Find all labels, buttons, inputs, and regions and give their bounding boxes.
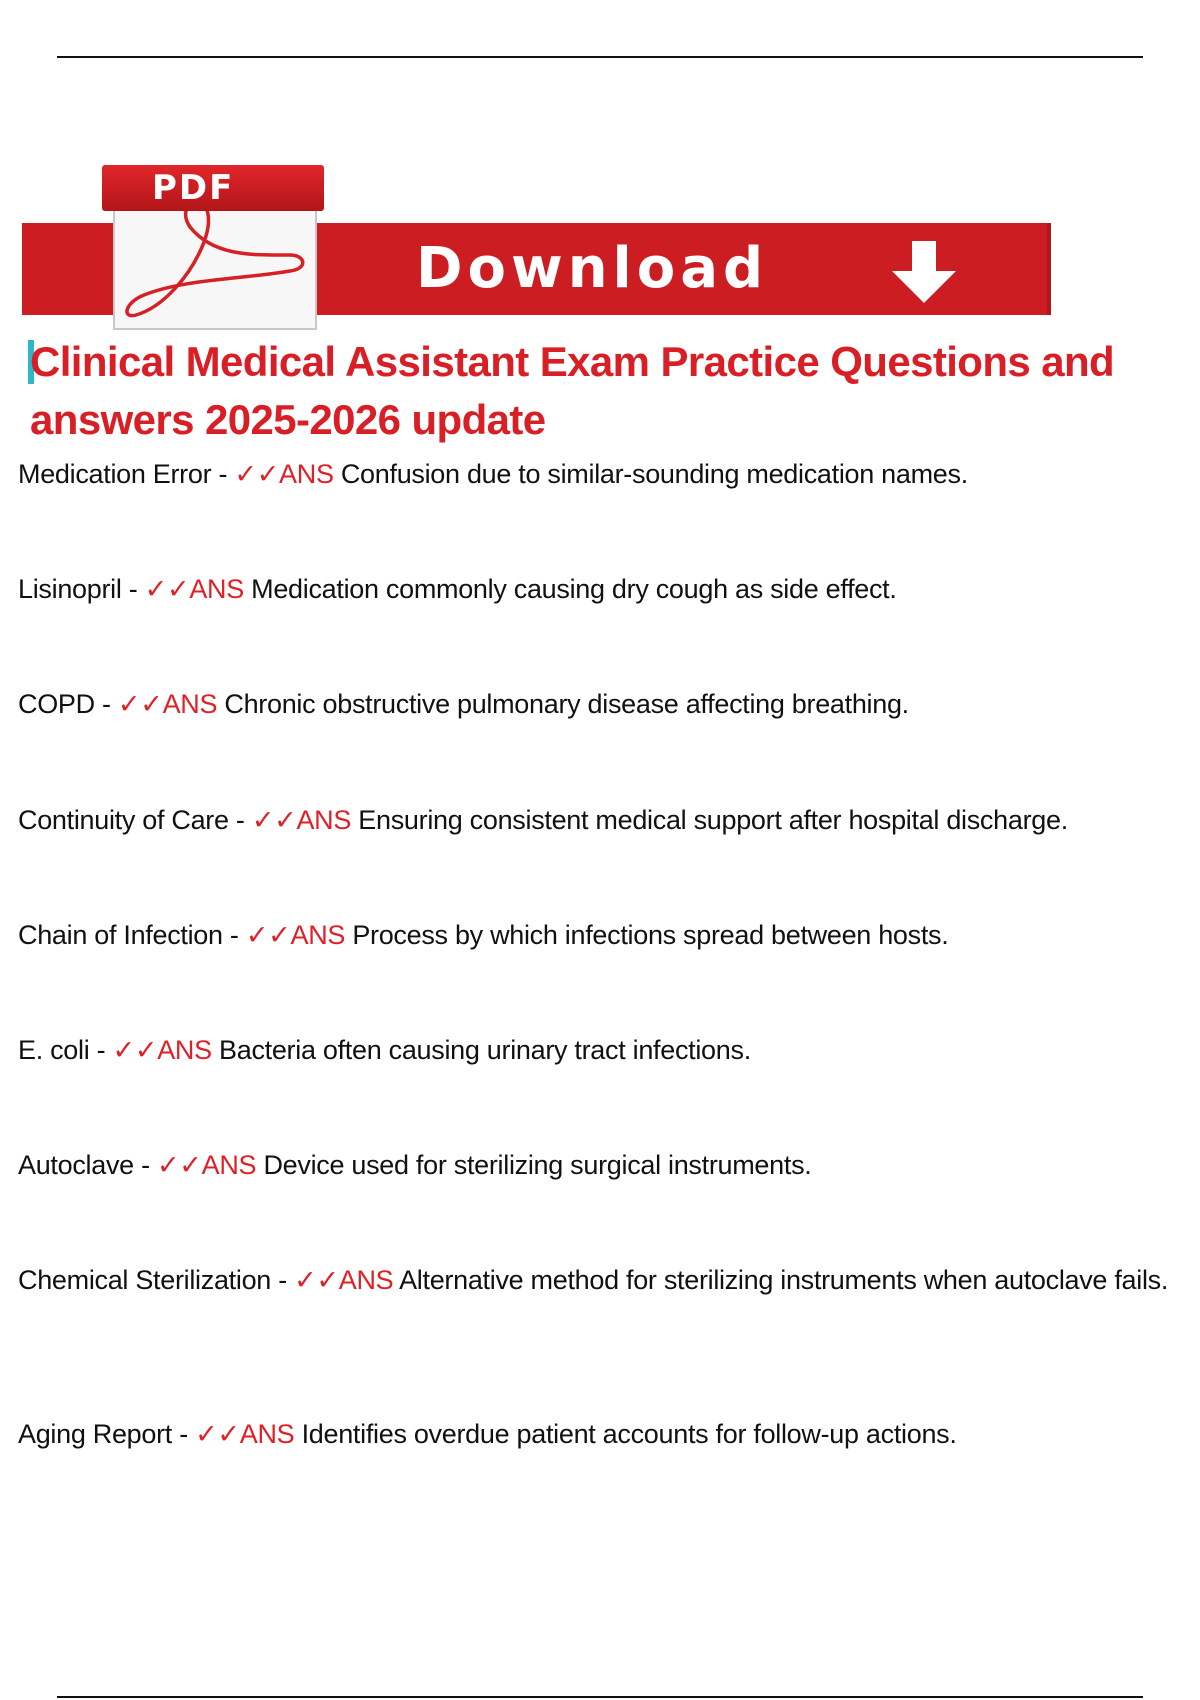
qa-separator: - — [222, 920, 246, 950]
qa-item — [18, 1145, 1193, 1185]
qa-separator: - — [94, 689, 118, 719]
ans-marker: ✓✓ANS — [195, 1419, 295, 1449]
qa-term: Aging Report — [18, 1419, 172, 1449]
qa-item — [18, 569, 1193, 609]
qa-term: Continuity of Care — [18, 805, 229, 835]
header-rule — [57, 56, 1143, 58]
qa-answer: Process by which infections spread between hosts. — [352, 920, 949, 950]
pdf-label: PDF — [102, 165, 324, 211]
qa-item — [18, 684, 1193, 724]
qa-answer: Confusion due to similar-sounding medication names. — [340, 459, 968, 489]
download-arrow-icon[interactable] — [884, 239, 964, 305]
qa-answer: Device used for sterilizing surgical instruments. — [263, 1150, 812, 1180]
qa-item — [18, 1030, 1193, 1070]
qa-separator: - — [121, 574, 145, 604]
qa-separator: - — [172, 1419, 196, 1449]
ans-marker: ✓✓ANS — [245, 920, 346, 950]
qa-answer: Ensuring consistent medical support after hospital discharge. — [358, 805, 1068, 835]
qa-item — [18, 1260, 1193, 1300]
qa-item — [18, 1414, 1193, 1454]
qa-term: Medication Error — [18, 459, 212, 489]
qa-separator: - — [89, 1035, 113, 1065]
ans-marker: ✓✓ANS — [112, 1035, 212, 1065]
ans-marker: ✓✓ANS — [156, 1150, 257, 1180]
qa-answer: Medication commonly causing dry cough as side effect. — [251, 574, 897, 604]
footer-rule — [57, 1696, 1143, 1698]
qa-item — [18, 800, 1193, 840]
qa-answer: Chronic obstructive pulmonary disease affecting breathing. — [224, 689, 909, 719]
qa-answer: Alternative method for sterilizing instruments when autoclave fails. — [399, 1265, 1169, 1295]
qa-separator: - — [271, 1265, 295, 1295]
pdf-download-banner[interactable] — [22, 155, 1052, 335]
qa-term: E. coli — [18, 1035, 90, 1065]
ans-marker: ✓✓ANS — [294, 1265, 394, 1295]
page-title: Clinical Medical Assistant Exam Practice Questions and answers 2025-2026 update — [30, 338, 1115, 443]
ans-marker: ✓✓ANS — [251, 805, 352, 835]
qa-term: Lisinopril — [18, 574, 122, 604]
ans-marker: ✓✓ANS — [234, 459, 334, 489]
qa-item — [18, 915, 1193, 955]
qa-term: COPD — [18, 689, 95, 719]
ans-marker: ✓✓ANS — [144, 574, 244, 604]
qa-term: Chemical Sterilization — [18, 1265, 271, 1295]
qa-separator: - — [228, 805, 252, 835]
qa-term: Autoclave — [18, 1150, 134, 1180]
qa-item — [18, 454, 1193, 494]
qa-answer: Bacteria often causing urinary tract infections. — [219, 1035, 751, 1065]
pdf-document-icon — [94, 157, 328, 333]
qa-term: Chain of Infection — [18, 920, 223, 950]
download-button-label[interactable]: Download — [416, 236, 769, 301]
ans-marker: ✓✓ANS — [117, 689, 218, 719]
qa-separator: - — [211, 459, 235, 489]
qa-separator: - — [133, 1150, 157, 1180]
qa-answer: Identifies overdue patient accounts for follow-up actions. — [301, 1419, 957, 1449]
